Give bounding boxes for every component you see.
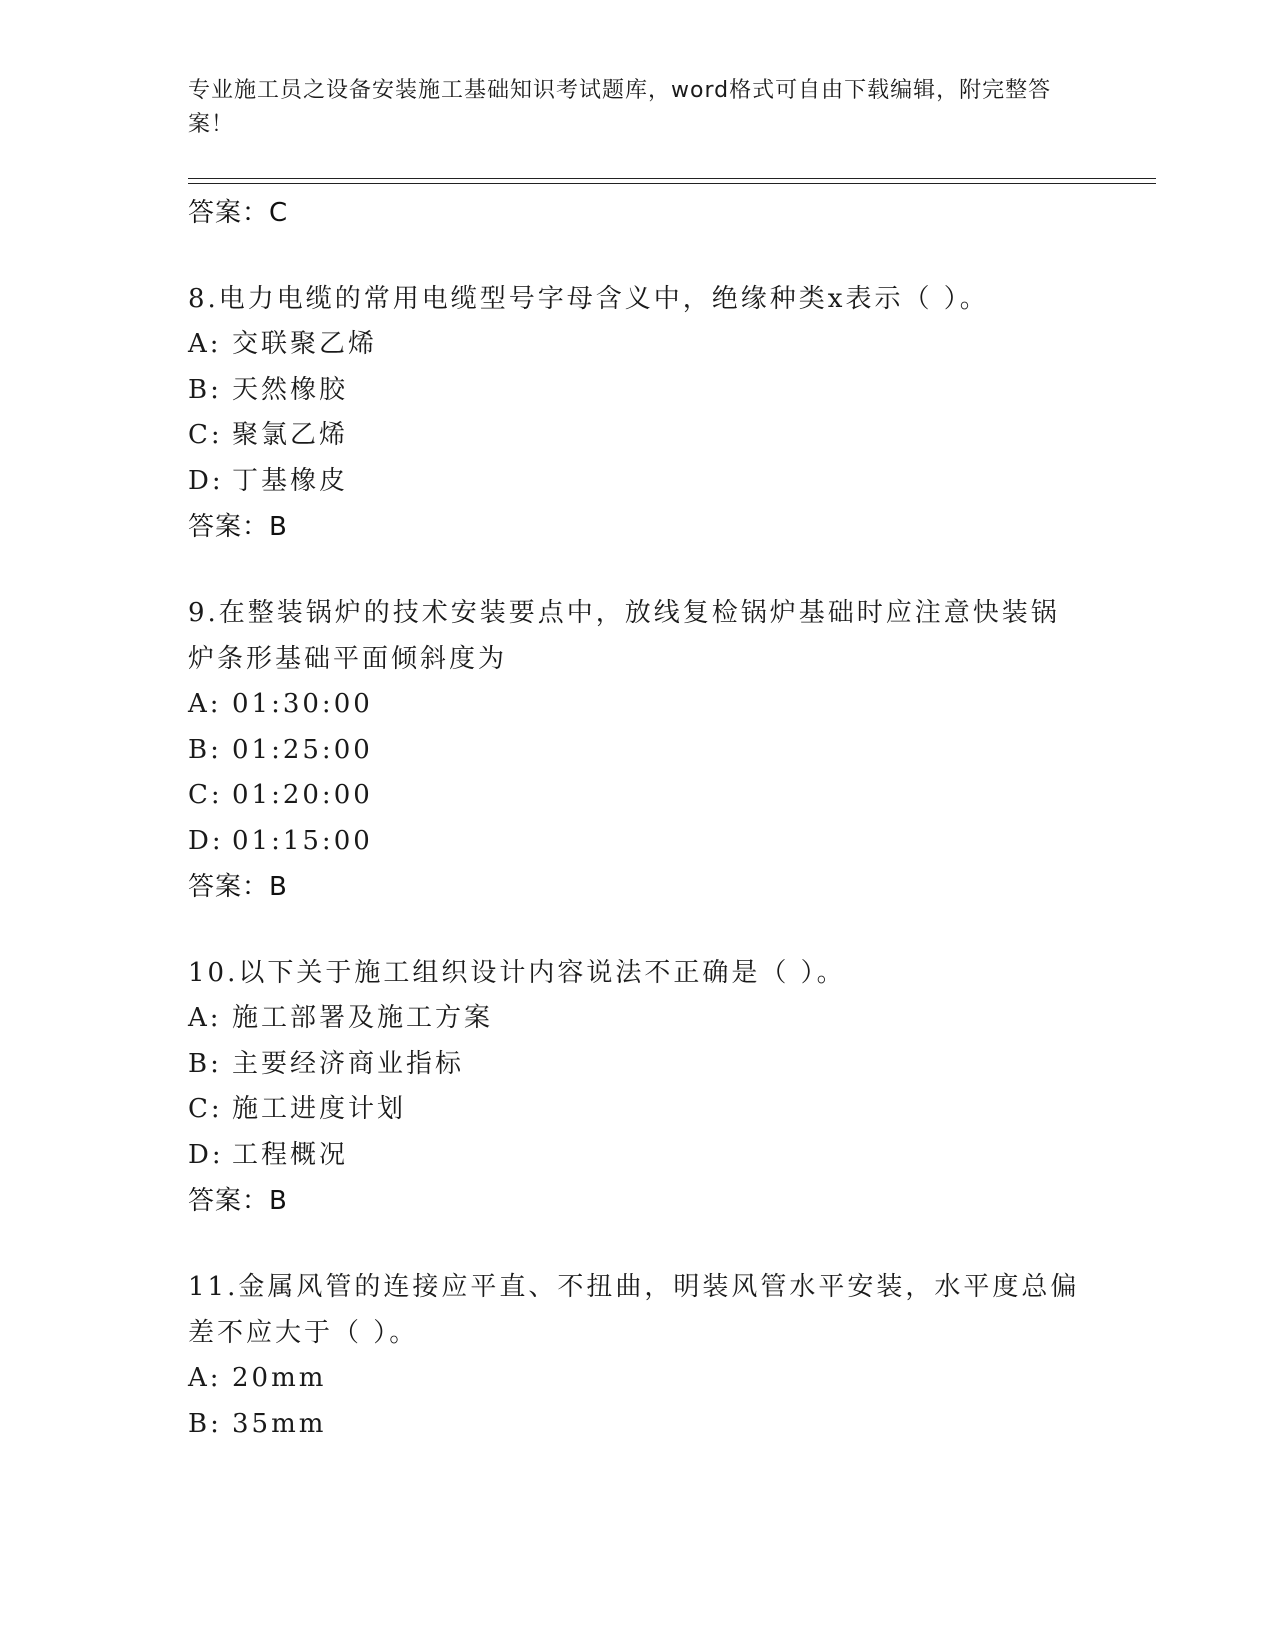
option-text: 01:25:00	[232, 734, 373, 765]
option-c	[188, 773, 1088, 819]
option-a	[188, 322, 1088, 368]
option-letter: B:	[188, 374, 222, 405]
option-c	[188, 413, 1088, 459]
option-text: 01:20:00	[232, 780, 373, 810]
previous-answer: 答案：C	[188, 198, 289, 228]
option-letter: B:	[188, 1408, 222, 1439]
question-9	[188, 590, 1088, 910]
question-text: 9.在整装锅炉的技术安装要点中，放线复检锅炉基础时应注意快装锅炉条形基础平面倾斜度为	[188, 598, 1060, 674]
option-b	[188, 1402, 1088, 1448]
option-text: 施工部署及施工方案	[232, 1003, 494, 1033]
option-b	[188, 728, 1088, 774]
answer: 答案：B	[188, 872, 288, 902]
option-a	[188, 1356, 1088, 1402]
answer: 答案：B	[188, 1186, 288, 1216]
header-divider-top	[188, 178, 1156, 179]
question-10	[188, 950, 1088, 1224]
option-text: 35mm	[232, 1408, 327, 1439]
option-letter: A:	[188, 329, 222, 359]
option-text: 主要经济商业指标	[232, 1048, 465, 1079]
option-b	[188, 368, 1088, 414]
option-d	[188, 1133, 1088, 1179]
question-text: 11.金属风管的连接应平直、不扭曲，明装风管水平安装，水平度总偏差不应大于（ ）。	[188, 1272, 1080, 1348]
question-list	[188, 190, 1088, 1447]
option-letter: A:	[188, 1003, 222, 1033]
option-letter: A:	[188, 1363, 222, 1393]
option-b	[188, 1042, 1088, 1088]
option-a	[188, 682, 1088, 728]
option-text: 01:15:00	[232, 825, 373, 856]
question-text: 10.以下关于施工组织设计内容说法不正确是（ ）。	[188, 958, 846, 988]
option-d	[188, 819, 1088, 865]
document-header: 专业施工员之设备安装施工基础知识考试题库，word格式可自由下载编辑，附完整答案！	[188, 78, 1052, 137]
option-text: 施工进度计划	[232, 1094, 407, 1124]
question-11	[188, 1264, 1088, 1447]
option-text: 01:30:00	[232, 689, 373, 719]
question-text: 8.电力电缆的常用电缆型号字母含义中，绝缘种类x表示（ ）。	[188, 284, 989, 314]
option-text: 工程概况	[232, 1139, 349, 1170]
header-divider-bottom	[188, 183, 1156, 184]
option-text: 聚氯乙烯	[232, 420, 349, 450]
option-letter: C:	[188, 1094, 223, 1124]
question-8	[188, 276, 1088, 550]
answer: 答案：B	[188, 512, 288, 542]
option-letter: C:	[188, 420, 223, 450]
option-c	[188, 1087, 1088, 1133]
option-letter: D:	[188, 1139, 224, 1170]
option-text: 丁基橡皮	[232, 465, 349, 496]
option-letter: B:	[188, 1048, 222, 1079]
option-letter: D:	[188, 465, 224, 496]
option-letter: B:	[188, 734, 222, 765]
option-a	[188, 996, 1088, 1042]
option-letter: C:	[188, 780, 223, 810]
option-letter: D:	[188, 825, 224, 856]
option-d	[188, 459, 1088, 505]
option-text: 20mm	[232, 1363, 327, 1393]
option-text: 交联聚乙烯	[232, 329, 378, 359]
option-letter: A:	[188, 689, 222, 719]
option-text: 天然橡胶	[232, 374, 349, 405]
